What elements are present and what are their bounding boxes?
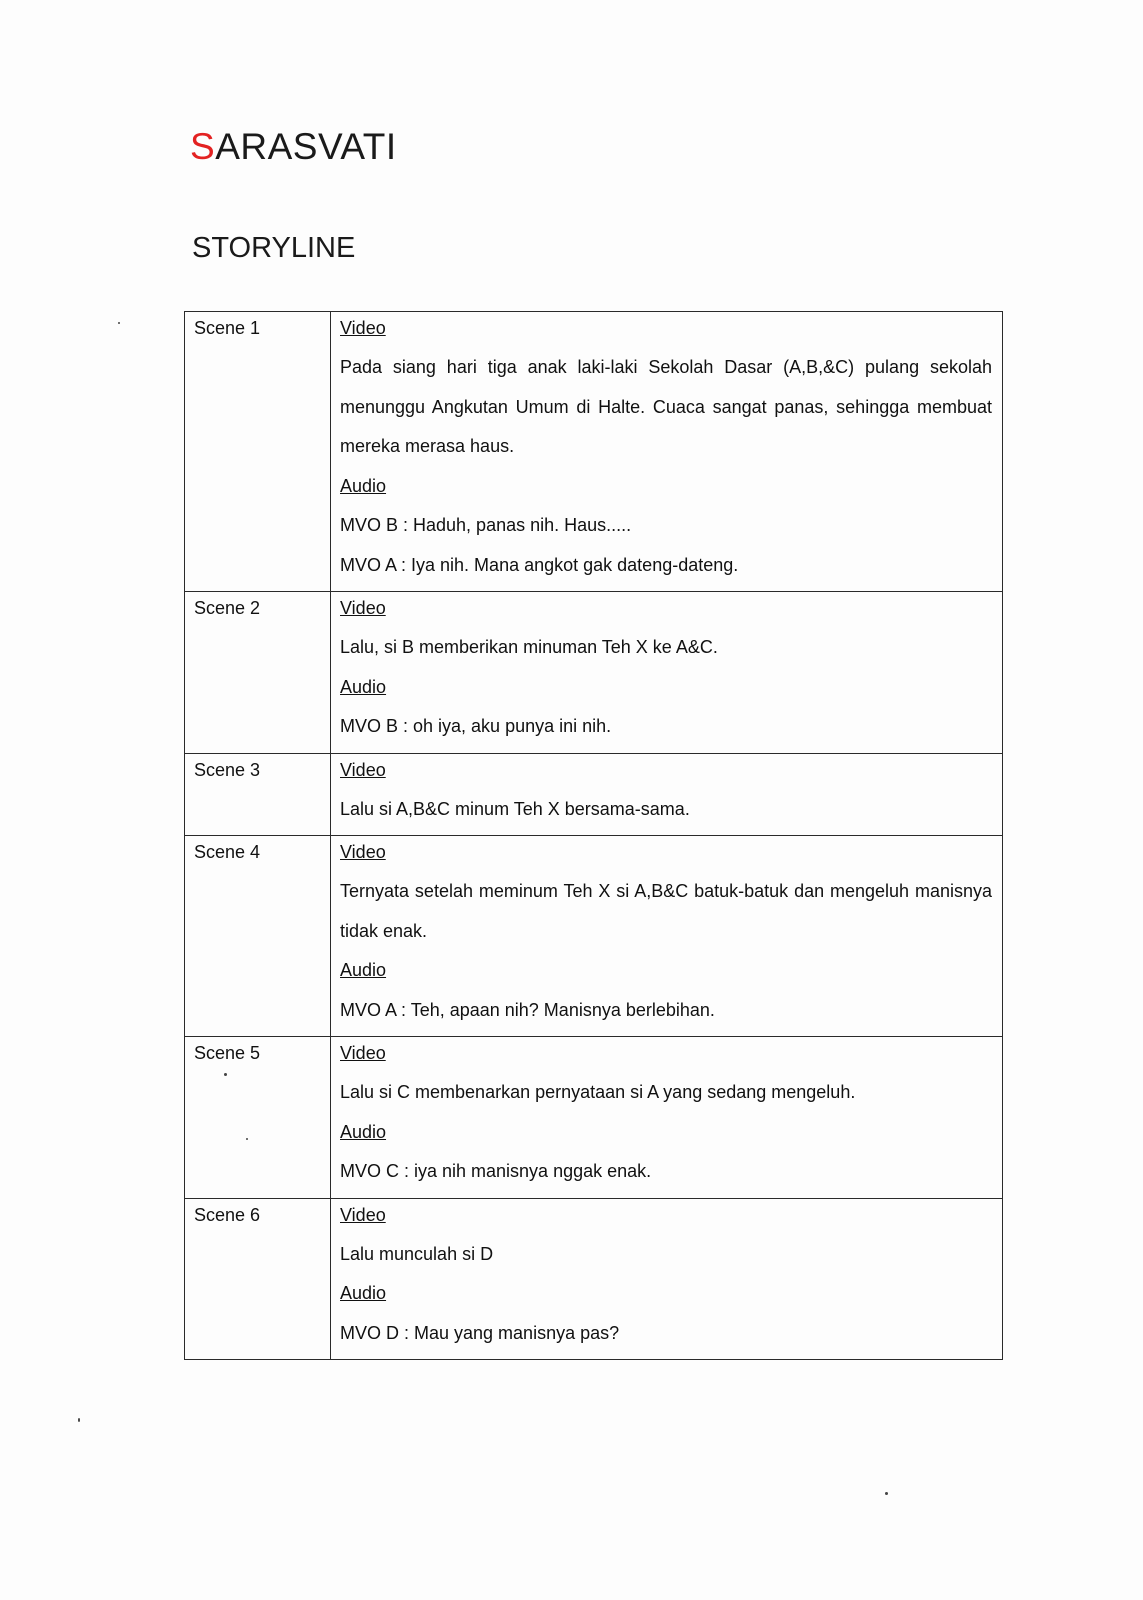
scene-row	[185, 1037, 1003, 1199]
scan-speck	[246, 1138, 248, 1140]
brand-title	[190, 128, 397, 165]
section-title: STORYLINE	[192, 232, 356, 264]
scene-label-cell	[185, 1198, 331, 1360]
audio-heading: Audio	[340, 676, 387, 697]
audio-heading: Audio	[340, 960, 387, 980]
scene-content-cell	[331, 1198, 1003, 1360]
scene-label-cell	[185, 312, 331, 592]
scene-label: Scene 6	[194, 1204, 261, 1225]
audio-line: MVO D : Mau yang manisnya pas?	[340, 1322, 620, 1343]
audio-line: MVO B : oh iya, aku punya ini nih.	[340, 716, 612, 736]
storyline-table	[184, 311, 1003, 1360]
video-text: Pada siang hari tiga anak laki-laki Sekolah Dasar (A,B,&C) pulang sekolah menunggu Angkutan Umum di Halte. Cuaca sangat panas, sehingga membuat mereka merasa haus.	[340, 357, 992, 456]
scene-label-cell	[185, 836, 331, 1037]
scene-content-cell	[331, 836, 1003, 1037]
scene-row	[185, 1198, 1003, 1360]
video-heading: Video	[340, 1043, 386, 1063]
video-heading: Video	[340, 759, 386, 780]
scene-row	[185, 836, 1003, 1037]
scene-row	[185, 592, 1003, 754]
audio-line: MVO C : iya nih manisnya nggak enak.	[340, 1161, 652, 1181]
scene-label: Scene 2	[194, 598, 261, 618]
scene-content-cell	[331, 753, 1003, 836]
audio-heading: Audio	[340, 1121, 387, 1142]
scene-label-cell	[185, 592, 331, 754]
scan-speck	[885, 1492, 888, 1495]
video-heading: Video	[340, 1204, 386, 1225]
scan-speck	[118, 322, 120, 324]
scan-speck	[78, 1418, 80, 1422]
scene-label: Scene 3	[194, 759, 261, 780]
scene-label: Scene 1	[194, 318, 261, 338]
scene-row	[185, 753, 1003, 836]
audio-heading: Audio	[340, 1283, 387, 1303]
audio-line: MVO A : Iya nih. Mana angkot gak dateng-dateng.	[340, 554, 739, 575]
video-text: Lalu, si B memberikan minuman Teh X ke A&C.	[340, 637, 718, 657]
audio-heading: Audio	[340, 475, 387, 496]
scene-content-cell	[331, 592, 1003, 754]
scene-content-cell	[331, 1037, 1003, 1199]
audio-line: MVO B : Haduh, panas nih. Haus.....	[340, 515, 632, 535]
video-text: Lalu si A,B&C minum Teh X bersama-sama.	[340, 798, 690, 819]
brand-rest: ARASVATI	[215, 126, 397, 167]
video-text: Ternyata setelah meminum Teh X si A,B&C batuk-batuk dan mengeluh manisnya tidak enak.	[340, 881, 992, 941]
scene-label: Scene 5	[194, 1043, 261, 1063]
brand-first-letter: S	[190, 126, 216, 167]
video-heading: Video	[340, 842, 386, 862]
scene-label: Scene 4	[194, 842, 261, 862]
scan-speck	[224, 1073, 227, 1076]
scene-label-cell	[185, 753, 331, 836]
video-text: Lalu si C membenarkan pernyataan si A yang sedang mengeluh.	[340, 1082, 856, 1102]
scene-label-cell	[185, 1037, 331, 1199]
video-text: Lalu munculah si D	[340, 1243, 494, 1264]
video-heading: Video	[340, 598, 386, 618]
scene-row	[185, 312, 1003, 592]
scene-content-cell	[331, 312, 1003, 592]
video-heading: Video	[340, 318, 386, 338]
audio-line: MVO A : Teh, apaan nih? Manisnya berlebihan.	[340, 999, 715, 1020]
